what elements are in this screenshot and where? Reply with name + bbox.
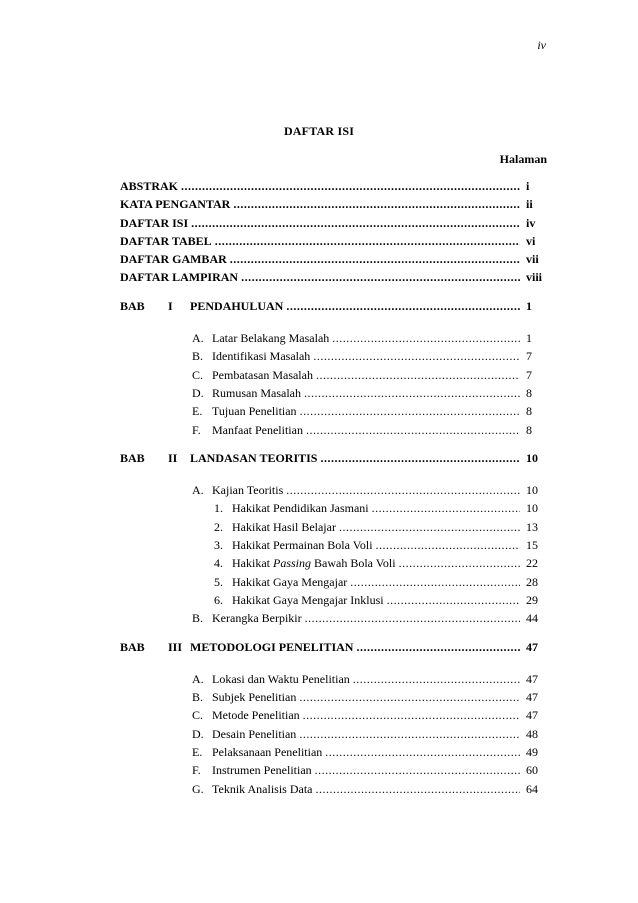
- section-label: Metode Penelitian: [212, 708, 300, 723]
- dot-leader: [310, 347, 520, 365]
- section-marker: A.: [192, 331, 204, 346]
- subsection-page: 28: [526, 574, 538, 589]
- section-page: 44: [526, 611, 538, 626]
- section-label: Lokasi dan Waktu Penelitian: [212, 671, 350, 686]
- toc-entry-abstrak: [120, 177, 548, 195]
- section-label: Subjek Penelitian: [212, 690, 297, 705]
- section-label: Rumusan Masalah: [212, 385, 301, 400]
- section-label: Manfaat Penelitian: [212, 422, 303, 437]
- chapter-bab-label: BAB: [120, 450, 145, 465]
- dot-leader: [336, 518, 520, 536]
- section-entry: [120, 402, 548, 420]
- section-page: 8: [526, 422, 532, 437]
- dot-leader: [283, 481, 520, 499]
- toc-entry-daftar-lampiran: [120, 268, 548, 286]
- section-marker: D.: [192, 726, 204, 741]
- section-marker: E.: [192, 404, 203, 419]
- dot-leader: [178, 177, 520, 195]
- dot-leader: [301, 384, 520, 402]
- table-of-contents: [120, 177, 548, 798]
- chapter-page: 47: [526, 639, 538, 654]
- section-label: Kajian Teoritis: [212, 483, 284, 498]
- toc-entry-kata-pengantar: [120, 195, 548, 213]
- section-marker: C.: [192, 708, 204, 723]
- chapter-heading-1: [120, 297, 548, 315]
- subsection-page: 13: [526, 519, 538, 534]
- section-entry: [120, 421, 548, 439]
- subsection-label: Hakikat Permainan Bola Voli: [232, 538, 373, 553]
- chapter-number: I: [168, 298, 173, 313]
- section-marker: E.: [192, 745, 203, 760]
- section-entry: [120, 329, 548, 347]
- chapter-bab-label: BAB: [120, 298, 145, 313]
- section-page: 47: [526, 671, 538, 686]
- toc-entry-page: ii: [526, 197, 533, 212]
- subsection-label-post: Bawah Bola Voli: [311, 556, 396, 571]
- section-entry: [120, 688, 548, 706]
- toc-entry-label: DAFTAR TABEL: [120, 233, 212, 248]
- page-column-header: Halaman: [499, 152, 547, 166]
- section-label: Identifikasi Masalah: [212, 349, 311, 364]
- subsection-label: Hakikat Pendidikan Jasmani: [232, 501, 369, 516]
- section-label: Tujuan Penelitian: [212, 404, 297, 419]
- toc-entry-daftar-gambar: [120, 250, 548, 268]
- section-marker: F.: [192, 422, 201, 437]
- toc-entry-daftar-isi: [120, 214, 548, 232]
- section-page: 64: [526, 781, 538, 796]
- dot-leader: [312, 761, 520, 779]
- chapter-page: 10: [526, 450, 538, 465]
- section-entry: [120, 670, 548, 688]
- subsection-label: Hakikat Gaya Mengajar: [232, 574, 348, 589]
- dot-leader: [300, 706, 520, 724]
- section-entry: [120, 481, 548, 499]
- section-entry: [120, 384, 548, 402]
- subsection-entry: [120, 536, 548, 554]
- dot-leader: [188, 214, 520, 232]
- section-page: 47: [526, 708, 538, 723]
- chapter-number: III: [168, 639, 183, 654]
- toc-entry-label: KATA PENGANTAR: [120, 197, 231, 212]
- section-marker: G.: [192, 781, 204, 796]
- dot-leader: [369, 499, 520, 517]
- section-page: 1: [526, 331, 532, 346]
- subsection-page: 22: [526, 556, 538, 571]
- section-page: 7: [526, 367, 532, 382]
- chapter-bab-label: BAB: [120, 639, 145, 654]
- dot-leader: [238, 268, 520, 286]
- section-marker: A.: [192, 483, 204, 498]
- subsection-marker: 6.: [214, 592, 223, 607]
- subsection-marker: 5.: [214, 574, 223, 589]
- dot-leader: [296, 725, 520, 743]
- section-entry: [120, 725, 548, 743]
- dot-leader: [350, 670, 520, 688]
- toc-entry-label: DAFTAR GAMBAR: [120, 252, 227, 267]
- section-page: 8: [526, 385, 532, 400]
- section-marker: B.: [192, 611, 204, 626]
- subsection-entry: [120, 591, 548, 609]
- dot-leader: [302, 609, 520, 627]
- toc-entry-page: vii: [526, 252, 539, 267]
- subsection-label-italic: Passing: [273, 556, 312, 571]
- dot-leader: [230, 195, 520, 213]
- section-marker: B.: [192, 349, 204, 364]
- section-label: Instrumen Penelitian: [212, 763, 312, 778]
- chapter-number: II: [168, 450, 178, 465]
- toc-entry-page: iv: [526, 215, 536, 230]
- section-marker: B.: [192, 690, 204, 705]
- subsection-entry: [120, 554, 548, 572]
- toc-entry-label: ABSTRAK: [120, 179, 179, 193]
- toc-entry-label: DAFTAR ISI: [120, 215, 189, 230]
- section-entry: [120, 706, 548, 724]
- section-page: 47: [526, 690, 538, 705]
- section-entry: [120, 366, 548, 384]
- toc-entry-page: vi: [526, 233, 536, 248]
- page-title: DAFTAR ISI: [283, 124, 355, 138]
- subsection-label: Hakikat Hasil Belajar: [232, 519, 336, 534]
- section-marker: A.: [192, 671, 204, 686]
- toc-entry-daftar-tabel: [120, 232, 548, 250]
- section-entry: [120, 609, 548, 627]
- section-page: 8: [526, 404, 532, 419]
- section-label: Teknik Analisis Data: [212, 781, 313, 796]
- dot-leader: [317, 449, 520, 467]
- dot-leader: [297, 402, 520, 420]
- dot-leader: [283, 297, 520, 315]
- dot-leader: [396, 554, 520, 572]
- section-label: Pelaksanaan Penelitian: [212, 745, 323, 760]
- section-entry: [120, 743, 548, 761]
- subsection-label: Hakikat Gaya Mengajar Inklusi: [232, 592, 384, 607]
- chapter-title: METODOLOGI PENELITIAN: [190, 639, 354, 654]
- toc-entry-label: DAFTAR LAMPIRAN: [120, 270, 239, 285]
- chapter-title: LANDASAN TEORITIS: [190, 450, 318, 465]
- section-entry: [120, 347, 548, 365]
- section-entry: [120, 780, 548, 798]
- dot-leader: [212, 232, 520, 250]
- dot-leader: [313, 366, 520, 384]
- dot-leader: [303, 421, 520, 439]
- section-label: Pembatasan Masalah: [212, 367, 313, 382]
- subsection-page: 10: [526, 501, 538, 516]
- toc-entry-page: viii: [526, 270, 543, 285]
- chapter-title: PENDAHULUAN: [190, 298, 284, 313]
- subsection-entry: [120, 499, 548, 517]
- section-label: Latar Belakang Masalah: [212, 331, 330, 346]
- subsection-entry: [120, 573, 548, 591]
- section-page: 60: [526, 763, 538, 778]
- dot-leader: [384, 591, 520, 609]
- section-marker: F.: [192, 763, 201, 778]
- subsection-marker: 1.: [214, 501, 223, 516]
- subsection-marker: 2.: [214, 519, 223, 534]
- subsection-entry: [120, 518, 548, 536]
- dot-leader: [373, 536, 520, 554]
- dot-leader: [322, 743, 520, 761]
- dot-leader: [347, 573, 520, 591]
- section-page: 10: [526, 483, 538, 498]
- section-entry: [120, 761, 548, 779]
- chapter-heading-2: [120, 449, 548, 467]
- section-marker: D.: [192, 385, 204, 400]
- dot-leader: [353, 638, 520, 656]
- subsection-marker: 4.: [214, 556, 223, 571]
- dot-leader: [329, 329, 520, 347]
- subsection-page: 15: [526, 538, 538, 553]
- section-page: 48: [526, 726, 538, 741]
- dot-leader: [227, 250, 520, 268]
- subsection-marker: 3.: [214, 538, 223, 553]
- section-page: 7: [526, 349, 532, 364]
- section-label: Desain Penelitian: [212, 726, 297, 741]
- page-number: iv: [537, 38, 546, 52]
- toc-entry-page: i: [526, 179, 530, 193]
- subsection-page: 29: [526, 592, 538, 607]
- section-marker: C.: [192, 367, 204, 382]
- section-page: 49: [526, 745, 538, 760]
- section-label: Kerangka Berpikir: [212, 611, 302, 626]
- dot-leader: [296, 688, 520, 706]
- chapter-page: 1: [526, 298, 532, 313]
- dot-leader: [312, 780, 520, 798]
- subsection-label-pre: Hakikat: [232, 556, 273, 571]
- chapter-heading-3: [120, 638, 548, 656]
